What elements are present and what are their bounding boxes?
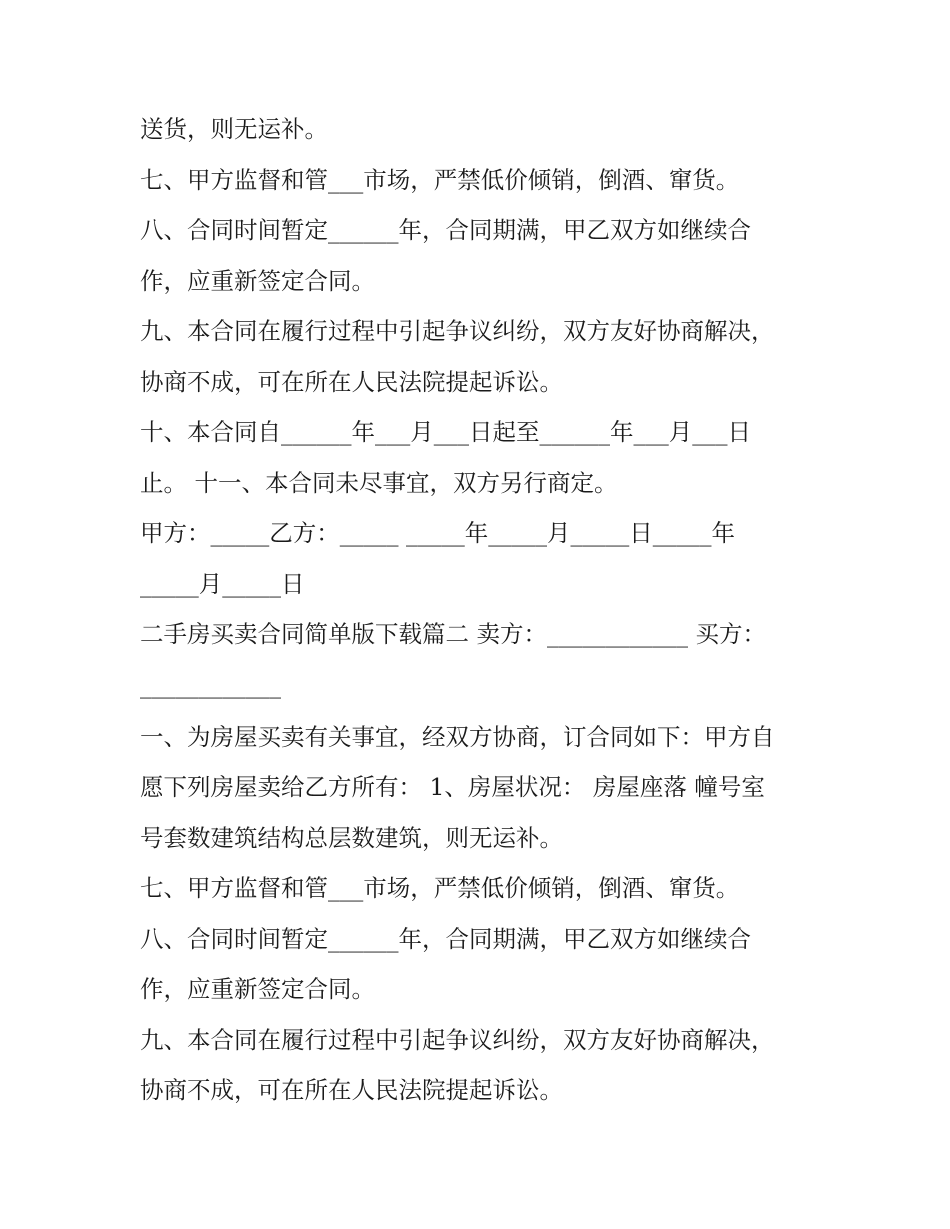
text-line: 作，应重新签定合同。 [140,975,375,1003]
text-line: 十、本合同自______年___月___日起至______年___月___日 [140,418,751,446]
text-line: 号套数建筑结构总层数建筑，则无运补。 [140,823,563,852]
text-line: 协商不成，可在所在人民法院提起诉讼。 [140,1076,563,1104]
text-line: 八、合同时间暂定______年，合同期满，甲乙双方如继续合 [140,924,751,953]
section-heading-line: 二手房买卖合同简单版下载篇二 卖方：____________ 买方： [140,620,766,648]
document-body [140,104,820,1116]
text-line: 九、本合同在履行过程中引起争议纠纷，双方友好协商解决， [140,317,775,345]
text-line: 一、为房屋买卖有关事宜，经双方协商，订合同如下：甲方自 [140,722,775,751]
signature-line: 甲方：_____乙方：_____ _____年_____月_____日_____年 [140,519,735,547]
signature-line: _____月_____日 [140,569,305,598]
text-line: 止。 十一、本合同未尽事宜，双方另行商定。 [140,468,618,497]
text-line: 协商不成，可在所在人民法院提起诉讼。 [140,367,563,396]
text-line: ____________ [140,670,281,699]
text-line: 送货，则无运补。 [140,115,328,143]
text-line: 八、合同时间暂定______年，合同期满，甲乙双方如继续合 [140,216,751,244]
text-line: 七、甲方监督和管___市场，严禁低价倾销，倒酒、窜货。 [140,165,740,194]
text-line: 九、本合同在履行过程中引起争议纠纷，双方友好协商解决， [140,1025,775,1054]
text-line: 七、甲方监督和管___市场，严禁低价倾销，倒酒、窜货。 [140,874,740,902]
text-line: 作，应重新签定合同。 [140,266,375,295]
text-line: 愿下列房屋卖给乙方所有： 1、房屋状况： 房屋座落 幢号室 [140,773,765,801]
